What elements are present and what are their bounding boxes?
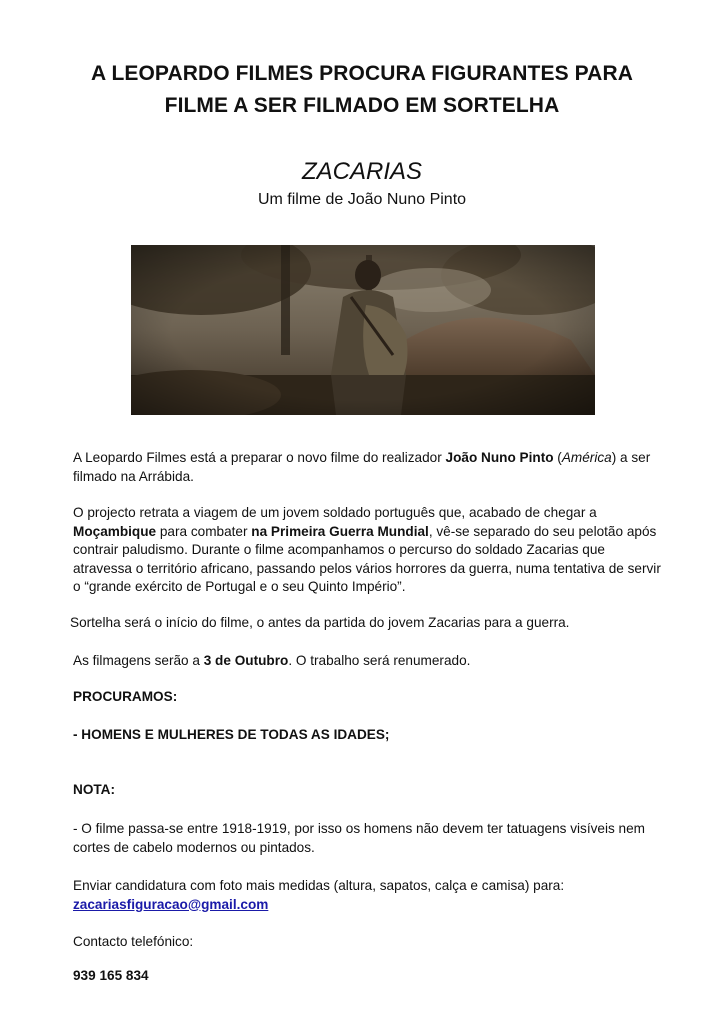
contact-label: Contacto telefónico:: [73, 934, 194, 949]
synopsis-text-a: O projecto retrata a viagem de um jovem soldado português que, acabado de chegar a: [73, 505, 597, 520]
shooting-text-b: . O trabalho será renumerado.: [288, 653, 471, 668]
synopsis-text-c: , vê-se separado do seu pelotão após contrair paludismo. Durante o filme acompanhamos o percurso do soldado Zacarias que atravessa o território africano, passando pelos vários horrores da guerra, numa tentativa de servir o “grande exército de Portugal e o seu Quinto Império”.: [73, 523, 661, 594]
film-still-image: [131, 245, 595, 415]
previous-film: América: [561, 450, 612, 465]
film-title: ZACARIAS: [301, 158, 423, 185]
intro-text-a: A Leopardo Filmes está a preparar o novo filme do realizador: [73, 450, 446, 465]
application-text: Enviar candidatura com foto mais medidas (altura, sapatos, calça e camisa) para:: [73, 878, 565, 893]
shooting-date-paragraph: [73, 652, 663, 671]
sortelha-paragraph: Sortelha será o início do filme, o antes da partida do jovem Zacarias para a guerra.: [70, 615, 570, 630]
director-name: João Nuno Pinto: [445, 450, 554, 465]
synopsis-paragraph: [73, 504, 663, 597]
synopsis-country: Moçambique: [73, 523, 157, 539]
headline-line-1: A LEOPARDO FILMES PROCURA FIGURANTES PARA: [91, 62, 633, 85]
intro-text-c: ) a ser filmado na Arrábida.: [73, 450, 651, 484]
note-text: - O filme passa-se entre 1918-1919, por isso os homens não devem ter tatuagens visíveis nem cortes de cabelo modernos ou pintados.: [73, 821, 645, 855]
intro-text-b: (: [553, 450, 562, 465]
intro-paragraph: [73, 449, 663, 486]
synopsis-text-b: para combater: [156, 523, 252, 539]
note-heading: NOTA:: [73, 782, 116, 797]
shooting-text-a: As filmagens serão a: [73, 653, 204, 668]
synopsis-war: na Primeira Guerra Mundial: [251, 523, 429, 539]
email-link[interactable]: zacariasfiguracao@gmail.com: [73, 896, 269, 912]
shooting-date: 3 de Outubro: [203, 653, 289, 668]
seeking-item: - HOMENS E MULHERES DE TODAS AS IDADES;: [73, 727, 390, 742]
headline-line-2: FILME A SER FILMADO EM SORTELHA: [164, 94, 560, 117]
film-subtitle: Um filme de João Nuno Pinto: [257, 191, 467, 208]
headline: [40, 58, 684, 122]
seeking-heading: PROCURAMOS:: [73, 689, 178, 704]
phone-number: 939 165 834: [73, 968, 149, 983]
application-paragraph: [73, 877, 663, 914]
